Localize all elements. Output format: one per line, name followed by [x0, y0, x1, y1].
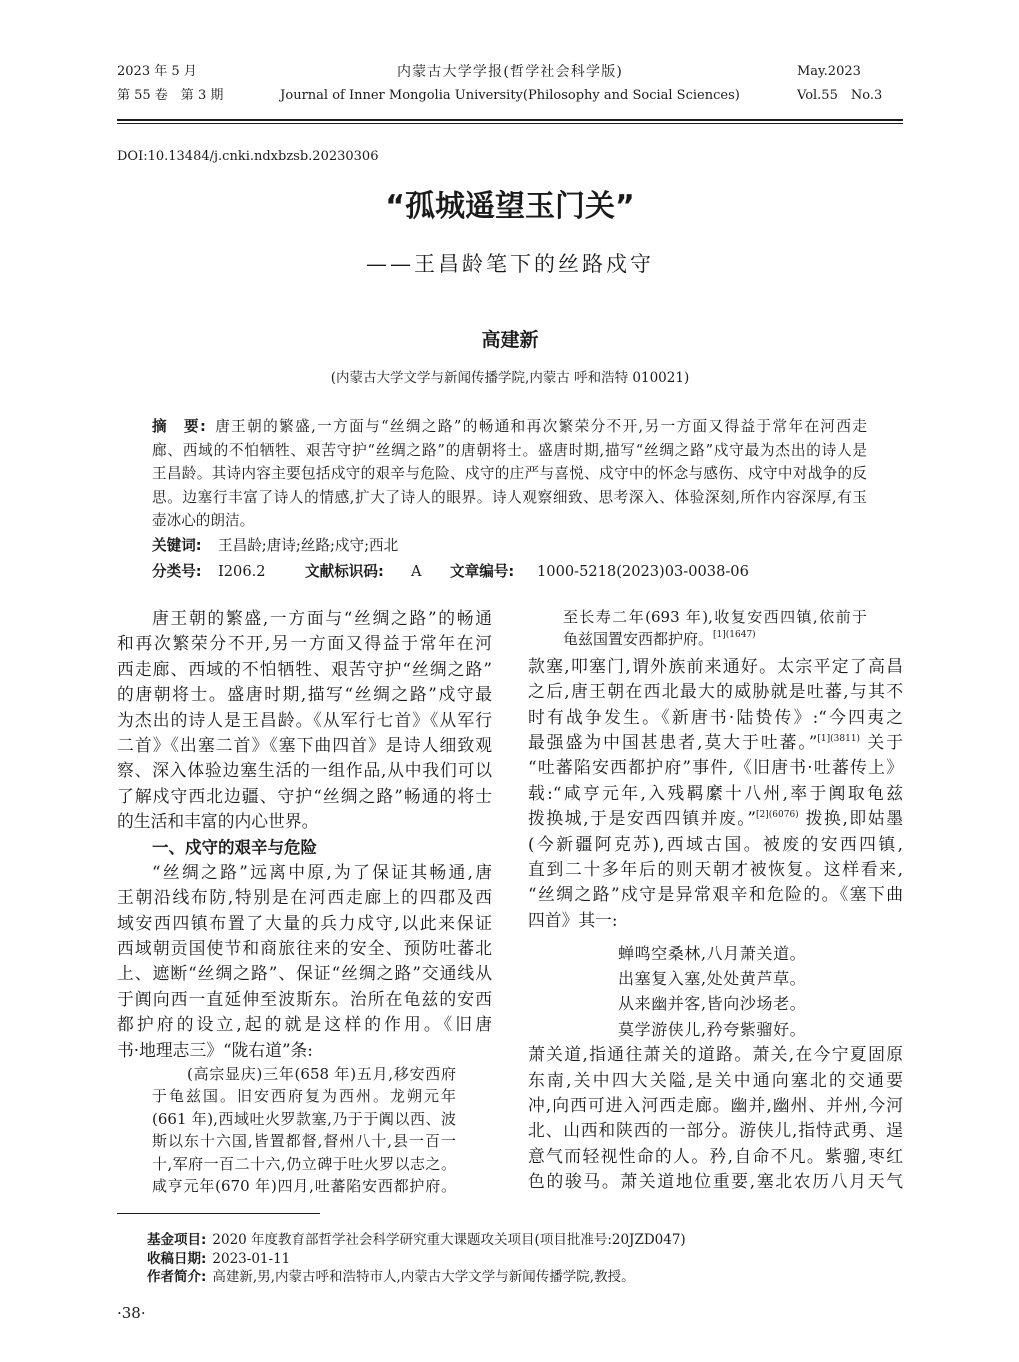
footnote-label: 收稿日期: [147, 1250, 207, 1267]
abstract-line: 壶冰心的朗洁。 [152, 512, 255, 529]
text-line: 于阗向西一直延伸至波斯东。治所在龟兹的安西 [117, 988, 492, 1009]
text-line [528, 730, 903, 755]
text-line: 色的骏马。萧关道地位重要,塞北农历八月天气 [528, 1171, 903, 1192]
abstract-line [152, 415, 867, 439]
text-segment: 拨换,即姑墨 [798, 808, 903, 829]
poem-line: 莫学游侠儿,矜夸紫骝好。 [618, 1019, 807, 1039]
text-line: 意气而轻视性命的人。矜,自命不凡。紫骝,枣红 [528, 1145, 903, 1166]
text-line: 的唐朝将士。盛唐时期,描写“丝绸之路”戍守最 [117, 684, 492, 705]
text-line: 察、深入体验边塞生活的一组作品,从中我们可以 [117, 760, 492, 781]
text-line: 斯以东十六国,皆置都督,督州八十,县一百一 [152, 1132, 456, 1151]
abstract-line: 思。边塞行丰富了诗人的情感,扩大了诗人的眼界。诗人观察细致、思考深入、体验深刻,所作内容深厚,有玉 [152, 488, 867, 506]
abstract-line: 王昌龄。其诗内容主要包括戍守的艰辛与危险、戍守的庄严与喜悦、戍守中的怀念与感伤、戍守中对战争的反 [152, 465, 867, 482]
doi: DOI:10.13484/j.cnki.ndxbzsb.20230306 [117, 149, 379, 164]
author-affiliation: (内蒙古大学文学与新闻传播学院,内蒙古 呼和浩特 010021) [330, 370, 690, 386]
text-line: 唐王朝的繁盛,一方面与“丝绸之路”的畅通 [152, 608, 492, 628]
right-column [528, 606, 903, 1194]
text-line: 的生活和丰富的内心世界。 [117, 811, 319, 832]
header-rule [117, 119, 903, 121]
section-heading: 一、戍守的艰辛与危险 [152, 837, 317, 857]
footnote-text: 高建新,男,内蒙古呼和浩特市人,内蒙古大学文学与新闻传播学院,教授。 [212, 1269, 635, 1285]
poem-line: 从来幽并客,皆向沙场老。 [618, 994, 807, 1014]
header-issue-cn: 第 55 卷 第 3 期 [117, 88, 224, 103]
poem [528, 941, 903, 1043]
header-issue-en: Vol.55 No.3 [797, 88, 883, 103]
article-number-label: 文章编号: [450, 563, 515, 580]
text-line: 十,军府一百二十六,仍立碑于吐火罗以志之。 [152, 1154, 456, 1173]
text-line: 二首》《出塞二首》《塞下曲四首》是诗人细致观 [117, 734, 492, 755]
poem-line: 出塞复入塞,处处黄芦草。 [618, 968, 807, 988]
footnotes [147, 1231, 686, 1287]
text-line: 了解戍守西北边疆、守护“丝绸之路”畅通的将士 [117, 785, 492, 806]
footnote-funding [147, 1231, 686, 1250]
block-quote [152, 1063, 456, 1197]
author-name: 高建新 [481, 329, 539, 351]
text-line: 王朝沿线布防,特别是在河西走廊上的四郡及西 [117, 887, 492, 908]
article-title: “孤城遥望玉门关” [385, 189, 635, 224]
left-column [117, 606, 492, 1197]
text-line: 都护府的设立,起的就是这样的作用。《旧唐 [117, 1014, 492, 1035]
footnote-received-date [147, 1250, 686, 1269]
text-line: 西走廊、西域的不怕牺牲、艰苦守护“丝绸之路” [117, 658, 492, 679]
text-line: 上、遮断“丝绸之路”、保证“丝绸之路”交通线从 [117, 963, 492, 984]
poem-line: 蝉鸣空桑林,八月萧关道。 [618, 943, 807, 963]
text-line: 至长寿二年(693 年),收复安西四镇,依前于 [563, 608, 867, 626]
abstract-line: 廊、西域的不怕牺牲、艰苦守护“丝绸之路”的唐朝将士。盛唐时期,描写“丝绸之路”戍守最为杰出的诗人是 [152, 441, 867, 459]
text-segment: 关于 [860, 731, 903, 752]
citation-superscript: [2](6076) [756, 810, 799, 821]
header-date-cn: 2023 年 5 月 [117, 64, 197, 79]
footnote-label: 基金项目: [147, 1232, 207, 1248]
footnote-rule [117, 1213, 320, 1214]
text-line [563, 628, 867, 650]
text-line: 北、山西和陕西的一部分。游侠儿,指恃武勇、逞 [528, 1120, 903, 1141]
clc-label: 分类号: [152, 563, 202, 580]
page-number: ·38· [117, 1304, 146, 1322]
text-line: 四首》其一: [528, 909, 618, 930]
text-line: (高宗显庆)三年(658 年)五月,移安西府 [187, 1065, 456, 1084]
footnote-author-bio [147, 1268, 686, 1287]
header-journal-cn: 内蒙古大学学报(哲学社会科学版) [396, 64, 624, 80]
footnote-text: 2023-01-11 [212, 1250, 291, 1267]
text-line: 冲,向西可进入河西走廊。幽并,幽州、并州,今河 [528, 1094, 903, 1115]
abstract-text: 唐王朝的繁盛,一方面与“丝绸之路”的畅通和再次繁荣分不开,另一方面又得益于常年在河西走 [213, 418, 867, 435]
text-line: 域安西四镇布置了大量的兵力戍守,以此来保证 [117, 912, 492, 933]
document-code: A [411, 563, 422, 580]
text-line: 书·地理志三》“陇右道”条: [117, 1039, 313, 1060]
text-segment: 拨换城,于是安西四镇并废。” [528, 808, 756, 829]
footnote-label: 作者简介: [147, 1269, 207, 1285]
clc-number: I206.2 [218, 563, 266, 580]
paragraph [117, 606, 492, 835]
text-line: (661 年),西域吐火罗款塞,乃于于阗以西、波 [152, 1109, 456, 1128]
keywords-label: 关键词: [152, 537, 202, 554]
header-journal-en: Journal of Inner Mongolia University(Philosophy and Social Sciences) [280, 88, 740, 103]
abstract [152, 415, 867, 533]
text-segment: 最强盛为中国甚患者,莫大于吐蕃。” [528, 731, 818, 752]
keywords-value: 王昌龄;唐诗;丝路;戍守;西北 [218, 537, 399, 554]
keywords [152, 534, 867, 558]
text-line: 萧关道,指通往萧关的道路。萧关,在今宁夏固原 [528, 1044, 903, 1065]
header-date-en: May.2023 [797, 64, 861, 79]
text-line: 款塞,叩塞门,谓外族前来通好。太宗平定了高昌 [528, 655, 903, 676]
text-line: 为杰出的诗人是王昌龄。《从军行七首》《从军行 [117, 709, 492, 730]
paragraph-continued [528, 1042, 903, 1194]
text-line: “吐蕃陷安西都护府”事件,《旧唐书·吐蕃传上》 [528, 757, 903, 778]
citation-superscript: [1](1647) [713, 630, 756, 641]
text-line: 时有战争发生。《新唐书·陆贽传》:“今四夷之 [528, 706, 903, 727]
footnote-text: 2020 年度教育部哲学社会科学研究重大课题攻关项目(项目批准号:20JZD047) [212, 1232, 686, 1248]
abstract-label: 摘 要: [152, 418, 206, 435]
text-line: 西域朝贡国使节和商旅往来的安全、预防吐蕃北 [117, 938, 492, 959]
text-line: “丝绸之路”远离中原,为了保证其畅通,唐 [152, 861, 492, 882]
block-quote-continued [563, 606, 867, 651]
text-segment: 龟兹国置安西都护府。 [563, 630, 714, 649]
article-number: 1000-5218(2023)03-0038-06 [537, 563, 749, 580]
paragraph [117, 860, 492, 1063]
text-line: 直到二十多年后的则天朝才被恢复。这样看来, [528, 858, 903, 879]
text-line: 于龟兹国。旧安西府复为西州。龙朔元年 [152, 1087, 456, 1106]
text-line: 和再次繁荣分不开,另一方面又得益于常年在河 [117, 633, 492, 654]
text-line [528, 806, 903, 831]
text-line: 咸亨元年(670 年)四月,吐蕃陷安西都护府。 [152, 1176, 456, 1195]
document-code-label: 文献标识码: [305, 563, 384, 580]
citation-superscript: [1](3811) [817, 733, 861, 744]
article-subtitle: ——王昌龄笔下的丝路戍守 [366, 252, 654, 276]
header-rule-thin [117, 123, 903, 124]
text-line: (今新疆阿克苏),西域古国。被废的安西四镇, [528, 833, 903, 854]
text-line: 载:“咸亨元年,入残羁縻十八州,率于阗取龟兹 [528, 782, 903, 803]
text-line: 东南,关中四大关隘,是关中通向塞北的交通要 [528, 1069, 903, 1090]
text-line: 之后,唐王朝在西北最大的威胁就是吐蕃,与其不 [528, 681, 903, 702]
paragraph-continued [528, 654, 903, 933]
text-line: “丝绸之路”戍守是异常艰辛和危险的。《塞下曲 [528, 884, 903, 905]
